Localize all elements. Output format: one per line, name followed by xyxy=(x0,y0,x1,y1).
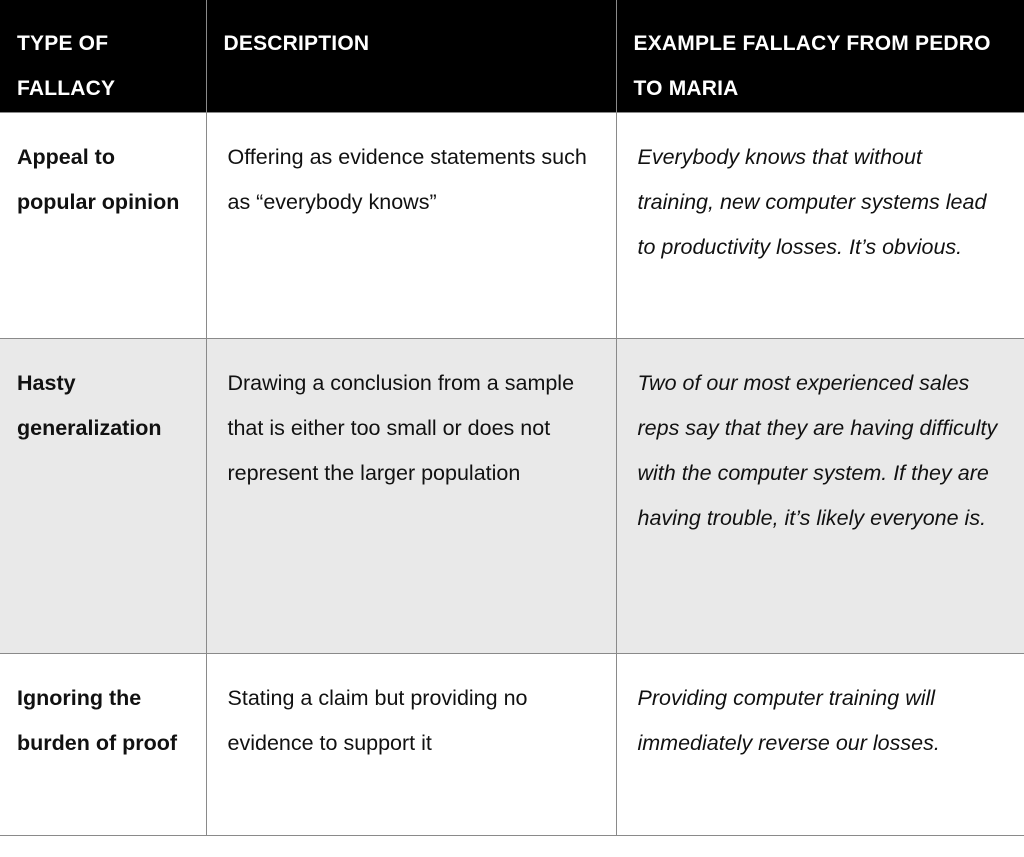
header-description: DESCRIPTION xyxy=(206,0,616,112)
example-cell: Providing computer training will immediately reverse our losses. xyxy=(616,653,1024,835)
fallacy-type-cell: Hasty generalization xyxy=(0,338,206,653)
header-row xyxy=(0,0,1024,112)
header-example: EXAMPLE FALLACY FROM PEDRO TO MARIA xyxy=(616,0,1024,112)
table-body xyxy=(0,112,1024,835)
header-type-of-fallacy: TYPE OF FALLACY xyxy=(0,0,206,112)
description-cell: Drawing a conclusion from a sample that is either too small or does not represent the larger population xyxy=(206,338,616,653)
table-header xyxy=(0,0,1024,112)
table-row xyxy=(0,338,1024,653)
table-row xyxy=(0,653,1024,835)
example-cell: Two of our most experienced sales reps say that they are having difficulty with the computer system. If they are having trouble, it’s likely everyone is. xyxy=(616,338,1024,653)
table-row xyxy=(0,112,1024,338)
description-cell: Offering as evidence statements such as “everybody knows” xyxy=(206,112,616,338)
description-cell: Stating a claim but providing no evidence to support it xyxy=(206,653,616,835)
fallacy-type-cell: Appeal to popular opinion xyxy=(0,112,206,338)
example-cell: Everybody knows that without training, new computer systems lead to productivity losses. It’s obvious. xyxy=(616,112,1024,338)
fallacy-type-cell: Ignoring the burden of proof xyxy=(0,653,206,835)
